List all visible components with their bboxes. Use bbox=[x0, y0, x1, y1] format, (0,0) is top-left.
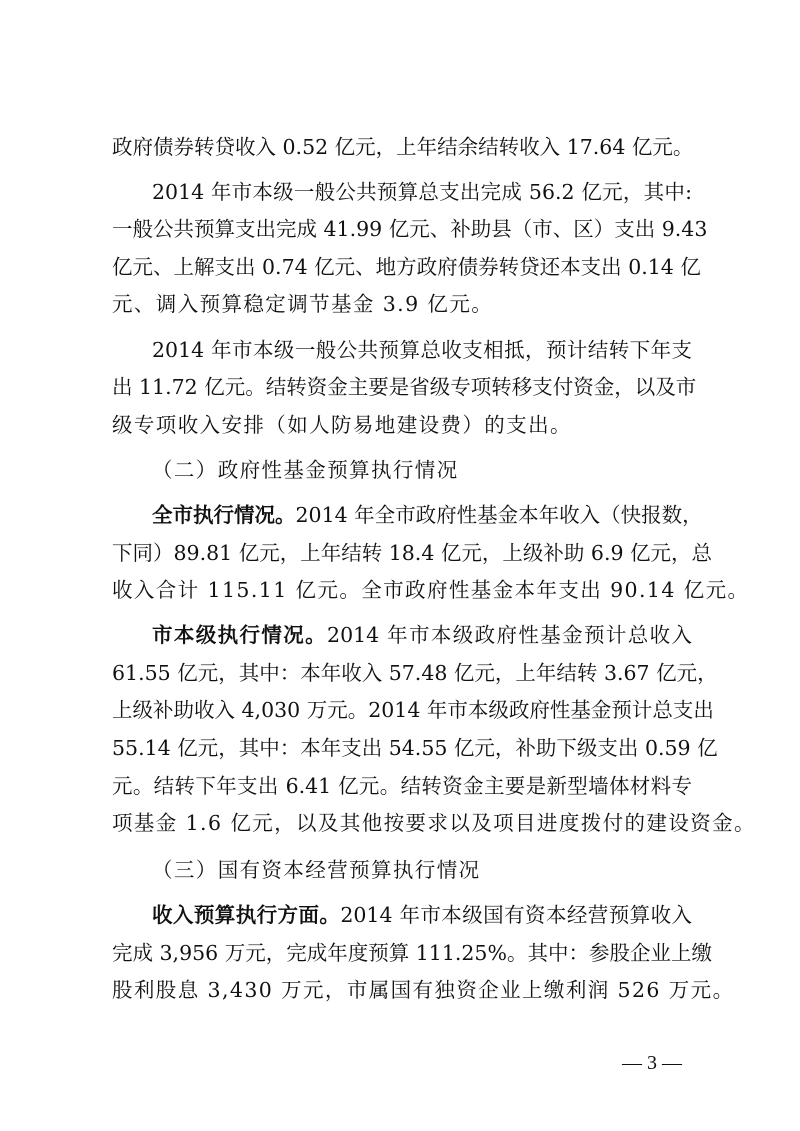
paragraph-line: 出 11.72 亿元。结转资金主要是省级专项转移支付资金，以及市 bbox=[112, 375, 697, 399]
paragraph-line: 项基金 1.6 亿元，以及其他按要求以及项目进度拨付的建设资金。 bbox=[112, 811, 756, 835]
paragraph-line: 一般公共预算支出完成 41.99 亿元、补助县（市、区）支出 9.43 bbox=[112, 217, 708, 241]
page-number: — 3 — bbox=[622, 1052, 682, 1074]
paragraph-line: 61.55 亿元，其中：本年收入 57.48 亿元，上年结转 3.67 亿元， bbox=[112, 661, 718, 685]
paragraph-text: 2014 年全市政府性基金本年收入（快报数， bbox=[295, 503, 703, 527]
paragraph-line: 元。结转下年支出 6.41 亿元。结转资金主要是新型墙体材料专 bbox=[112, 774, 692, 798]
paragraph-line: 下同）89.81 亿元，上年结转 18.4 亿元，上级补助 6.9 亿元，总 bbox=[112, 541, 713, 565]
paragraph-line: 政府债券转贷收入 0.52 亿元，上年结余结转收入 17.64 亿元。 bbox=[112, 135, 694, 159]
bold-lead-text: 全市执行情况。 bbox=[152, 503, 296, 527]
paragraph-line: 2014 年市本级一般公共预算总收支相抵，预计结转下年支 bbox=[152, 338, 692, 362]
paragraph-text: 2014 年市本级国有资本经营预算收入 bbox=[340, 903, 693, 927]
paragraph-line: 收入合计 115.11 亿元。全市政府性基金本年支出 90.14 亿元。 bbox=[112, 578, 750, 602]
paragraph-line: 股利股息 3,430 万元，市属国有独资企业上缴利润 526 万元。 bbox=[112, 978, 735, 1002]
section-heading: （二）政府性基金预算执行情况 bbox=[152, 458, 459, 482]
paragraph-line: 55.14 亿元，其中：本年支出 54.55 亿元，补助下级支出 0.59 亿 bbox=[112, 736, 718, 760]
paragraph-line: 完成 3,956 万元，完成年度预算 111.25%。其中：参股企业上缴 bbox=[112, 941, 712, 965]
paragraph-text: 2014 年市本级政府性基金预计总收入 bbox=[327, 623, 693, 647]
bold-lead-text: 收入预算执行方面。 bbox=[152, 903, 341, 927]
paragraph-line bbox=[152, 500, 703, 530]
paragraph-line bbox=[152, 620, 692, 650]
bold-lead-text: 市本级执行情况。 bbox=[152, 623, 328, 647]
paragraph-line: 亿元、上解支出 0.74 亿元、地方政府债券转贷还本支出 0.14 亿 bbox=[112, 255, 701, 279]
paragraph-line: 2014 年市本级一般公共预算总支出完成 56.2 亿元，其中: bbox=[152, 180, 692, 204]
paragraph-line: 上级补助收入 4,030 万元。2014 年市本级政府性基金预计总支出 bbox=[112, 698, 714, 722]
paragraph-line bbox=[152, 900, 692, 930]
paragraph-line: 元、调入预算稳定调节基金 3.9 亿元。 bbox=[112, 292, 494, 316]
paragraph-line: 级专项收入安排（如人防易地建设费）的支出。 bbox=[112, 413, 572, 437]
section-heading: （三）国有资本经营预算执行情况 bbox=[152, 858, 481, 882]
